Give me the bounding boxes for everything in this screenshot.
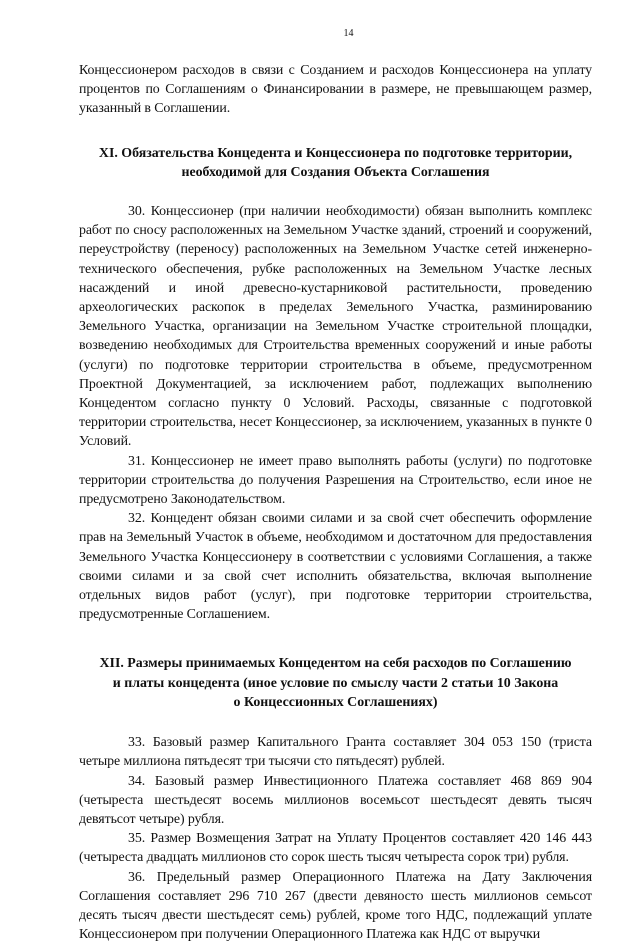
section-xi-heading-line-1: XI. Обязательства Концедента и Концессионера по подготовке территории, xyxy=(98,145,573,161)
clause-32: 32. Концедент обязан своими силами и за свой счет обеспечить оформление прав на Земельный Участок в объеме, необходимом и достаточном для предоставления Земельного Участка Концессионеру в соответствии с условиями Соглашения, а также своими силами и за свой счет исполнить обязательства, включая выполнение отдельных видов работ (услуг), при подготовке территории строительства, предусмотренные Соглашением. xyxy=(79,511,592,623)
section-xii-heading-line-1: XII. Размеры принимаемых Концедентом на себя расходов по Соглашению xyxy=(99,656,572,672)
section-xi-heading-line-2: необходимой для Создания Объекта Соглашения xyxy=(181,164,490,180)
section-xi-heading xyxy=(79,144,592,182)
clause-30: 30. Концессионер (при наличии необходимости) обязан выполнить комплекс работ по сносу расположенных на Земельном Участке зданий, строений и сооружений, переустройству (переносу) расположенных на Земельном Участке сетей инженерно-технического обеспечения, рубке расположенных на Земельном Участке лесных насаждений и иной древесно-кустарниковой растительности, проведению археологических раскопок в пределах Земельного Участка, разминированию Земельного Участка, организации на Земельном Участке строительной площадки, возведению необходимых для Строительства временных сооружений и иные работы (услуги) по подготовке территории строительства в объеме, предусмотренном Проектной Документацией, за исключением работ, подлежащих выполнению Концедентом согласно пункту 0 Условий. Расходы, связанные с подготовкой территории строительства, несет Концессионер, за исключением, указанных в пункте 0 Условий. xyxy=(79,204,592,450)
clause-33: 33. Базовый размер Капитального Гранта составляет 304 053 150 (триста четыре миллиона пятьдесят три тысячи сто пятьдесят) рублей. xyxy=(79,735,592,770)
page-number: 14 xyxy=(343,28,354,39)
section-xii-heading xyxy=(79,654,592,712)
intro-paragraph: Концессионером расходов в связи с Созданием и расходов Концессионера на уплату процентов по Соглашениям о Финансировании в размере, не превышающем размер, указанный в Соглашении. xyxy=(79,63,592,117)
clause-34: 34. Базовый размер Инвестиционного Платежа составляет 468 869 904 (четыреста шестьдесят восемь миллионов восемьсот шестьдесят девять тысяч девятьсот четыре) рубля. xyxy=(79,773,592,827)
clause-36: 36. Предельный размер Операционного Платежа на Дату Заключения Соглашения составляет 296 710 267 (двести девяносто шесть миллионов семьсот десять тысяч двести шестьдесят семь) рублей, кроме того НДС, подлежащий уплате Концессионером при получении Операционного Платежа как НДС от выручки xyxy=(79,869,592,943)
clause-31: 31. Концессионер не имеет право выполнять работы (услуги) по подготовке территории строительства до получения Разрешения на Строительство, если иное не предусмотрено Законодательством. xyxy=(79,453,592,508)
clause-35: 35. Размер Возмещения Затрат на Уплату Процентов составляет 420 146 443 (четыреста двадцать миллионов сто сорок шесть тысяч четыреста сорок три) рубля. xyxy=(79,831,592,866)
section-xii-heading-line-3: о Концессионных Соглашениях) xyxy=(233,694,438,710)
section-xii-heading-line-2: и платы концедента (иное условие по смыслу части 2 статьи 10 Закона xyxy=(112,675,559,691)
